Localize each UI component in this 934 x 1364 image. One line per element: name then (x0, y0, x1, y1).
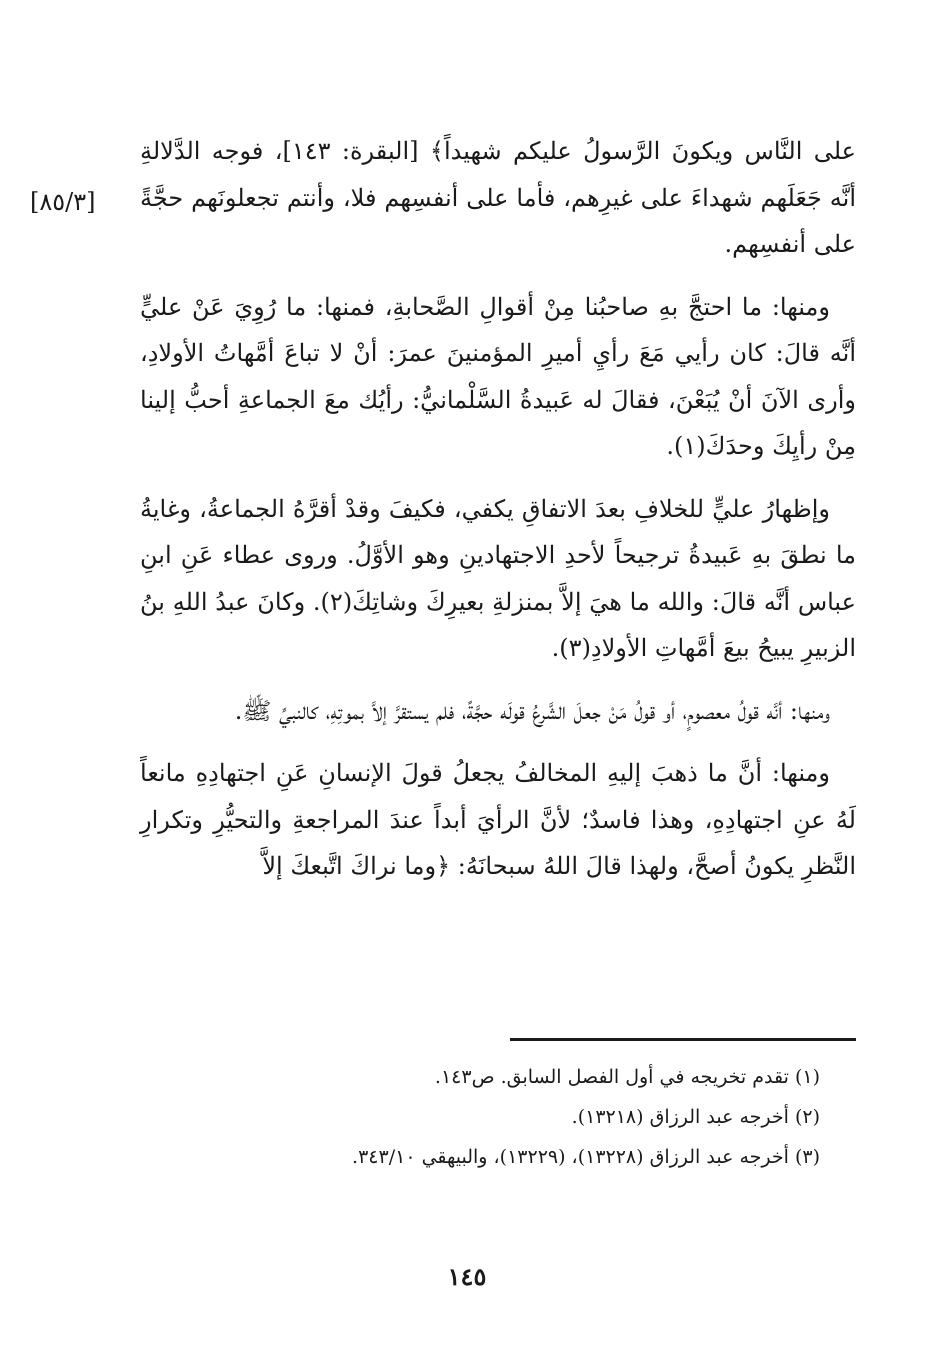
paragraph-4: ومنها: أنَّه قولُ معصومٍ، أو قولُ مَنْ جعلَ الشَّرعُ قولَه حجَّةً، فلم يستقرَّ إلاَّ بموتِهِ، كالنبيِّ ﷺ. (234, 696, 830, 725)
paragraph-2: ومنها: ما احتجَّ بهِ صاحبُنا مِنْ أقوالِ الصَّحابةِ، فمنها: ما رُوِيَ عَنْ عليٍّ أنَّه قالَ: كان رأيي مَعَ رأيِ أميرِ المؤمنينَ عمرَ: أنْ لا تباعَ أمَّهاتُ الأولادِ، وأرى الآنَ أنْ يُبَعْنَ، فقالَ له عَبيدةُ السَّلْمانيُّ: رأيُك معَ الجماعةِ أحبُّ إلينا مِنْ رأيِكَ وحدَكَ(١). (140, 292, 856, 460)
paragraph-3: وإظهارُ عليٍّ للخلافِ بعدَ الاتفاقِ يكفي، فكيفَ وقدْ أقرَّهُ الجماعةُ، وغايةُ ما نطقَ بهِ عَبيدةُ ترجيحاً لأحدِ الاجتهادينِ وهو الأوَّلُ. وروى عطاء عَنِ ابنِ عباس أنَّه قالَ: والله ما هيَ إلاَّ بمنزلةِ بعيرِكَ وشاتِكَ(٢). وكانَ عبدُ اللهِ بنُ الزبيرِ يبيحُ بيعَ أمَّهاتِ الأولادِ(٣). (140, 494, 856, 662)
paragraph-1: علی النَّاس ویکونَ الرَّسولُ علیکم شهیداً﴾ [البقرة: ١٤٣]، فوجه الدَّلالةِ أنَّه جَعَلَهم شهداءَ على غيرِهم، فأما على أنفسِهم فلا، وأنتم تجعلونَهم حجَّةً على أنفسِهم. (140, 137, 856, 258)
main-text (140, 128, 856, 906)
paragraph-5: ومنها: أنَّ ما ذهبَ إليهِ المخالفُ يجعلُ قولَ الإنسانِ عَنِ اجتهادِهِ مانعاً لَهُ عنِ اجتهادِهِ، وهذا فاسدٌ؛ لأنَّ الرأيَ أبداً عندَ المراجعةِ والتحيُّرِ وتكرارِ النَّظرِ يكونُ أصحَّ، ولهذا قالَ اللهُ سبحانَهُ: ﴿وما نراكَ اتَّبعكَ إلاَّ (140, 759, 856, 880)
footnote-2: (٢) أخرجه عبد الرزاق (١٣٢١٨). (571, 1106, 820, 1128)
page-number: ١٤٥ (447, 1262, 487, 1291)
footnotes (200, 1062, 820, 1182)
footnote-divider (510, 1038, 856, 1041)
footnote-3: (٣) أخرجه عبد الرزاق (١٣٢٢٨)، (١٣٢٢٩)، والبيهقي ٣٤٣/١٠. (352, 1146, 820, 1168)
margin-reference: [٨٥/٣] (30, 188, 96, 216)
footnote-1: (١) تقدم تخريجه في أول الفصل السابق. ص١٤٣. (434, 1066, 820, 1088)
